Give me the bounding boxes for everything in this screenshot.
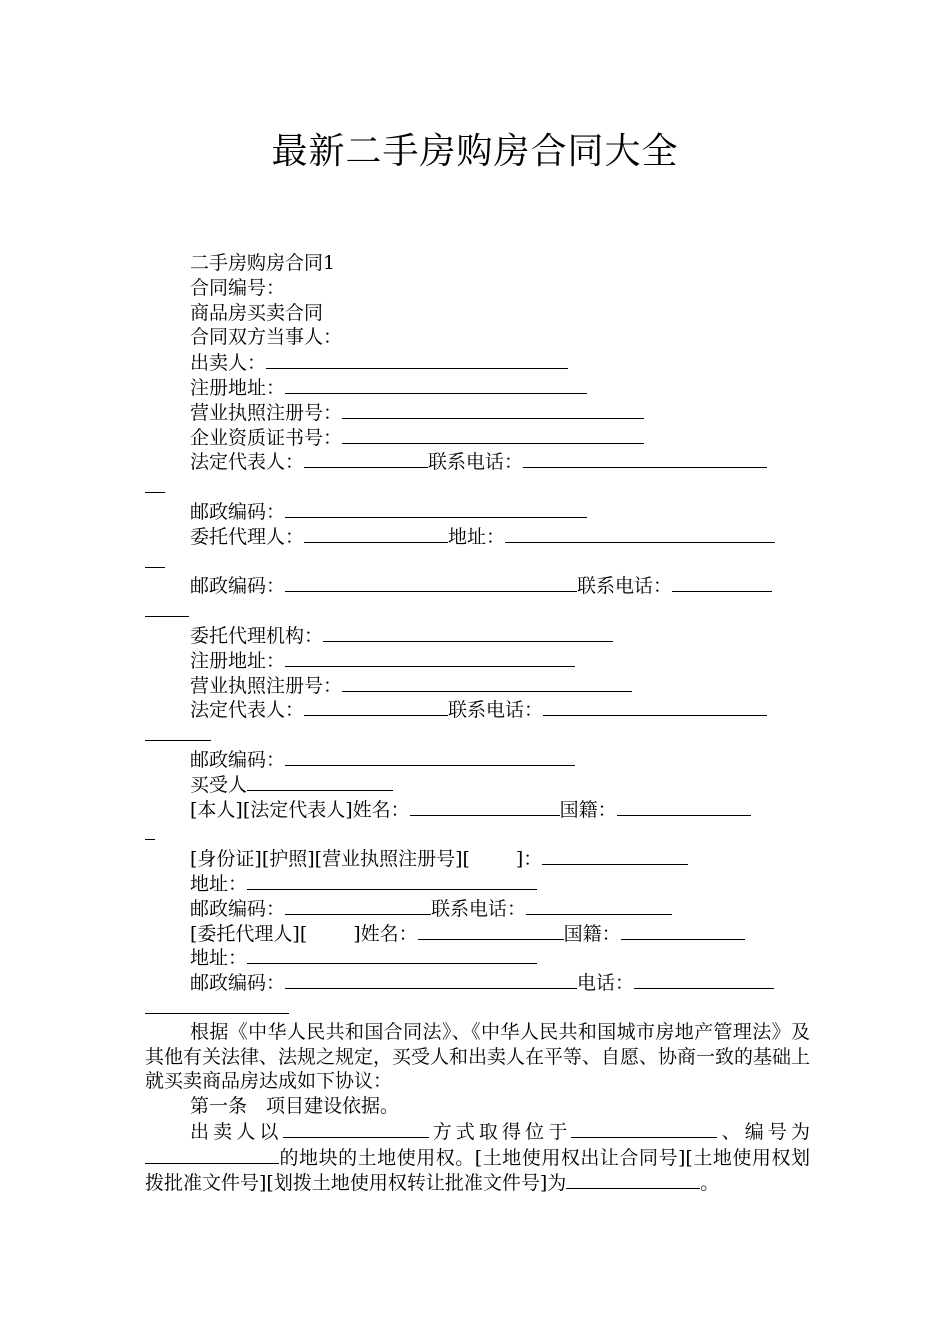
agency-postcode-blank (285, 747, 575, 766)
buyer-phone-blank (526, 896, 672, 915)
buyer-address-line: 地址： (145, 871, 810, 896)
seller-license-blank (342, 400, 644, 419)
buyer-name-blank (410, 797, 560, 816)
agency-postcode-line: 邮政编码： (145, 747, 810, 772)
buyer-id-line: [身份证][护照][营业执照注册号][ ]： (145, 846, 810, 871)
document-title: 最新二手房购房合同大全 (271, 131, 679, 172)
agency-address-blank (285, 648, 575, 667)
wrap-line (145, 821, 810, 846)
seller-agent-postcode-line: 邮政编码： 联系电话： (145, 573, 810, 598)
wrap-line (145, 722, 810, 747)
seller-postcode-line: 邮政编码： (145, 499, 810, 524)
buyer-agent-address-blank (247, 945, 537, 964)
agency-license-line: 营业执照注册号： (145, 673, 810, 698)
agency-address-line: 注册地址： (145, 648, 810, 673)
agency-legal-rep-blank (304, 697, 448, 716)
buyer-postcode-blank (285, 896, 431, 915)
buyer-agent-name-blank (418, 921, 564, 940)
seller-qualification-line: 企业资质证书号： (145, 425, 810, 450)
seller-legal-rep-line: 法定代表人： 联系电话： (145, 449, 810, 474)
seller-license-line: 营业执照注册号： (145, 400, 810, 425)
contract-number: 合同编号： (190, 276, 286, 299)
seller-agent-phone-blank (672, 573, 772, 592)
buyer-blank (247, 772, 393, 791)
seller-qualification-blank (342, 425, 644, 444)
seller-address-line: 注册地址： (145, 375, 810, 400)
preamble-paragraph: 根据《中华人民共和国合同法》、《中华人民共和国城市房地产管理法》及其他有关法律、法规之规定，买受人和出卖人在平等、自愿、协商一致的基础上就买卖商品房达成如下协议： (145, 1020, 811, 1093)
contract-type: 商品房买卖合同 (190, 301, 324, 324)
seller-address-blank (285, 375, 587, 394)
wrap-line (145, 549, 810, 574)
contract-heading: 二手房购房合同1 (190, 252, 336, 274)
buyer-agent-nationality-blank (621, 921, 745, 940)
wrap-line (145, 474, 810, 499)
parties-label: 合同双方当事人： (190, 326, 343, 349)
buyer-line: 买受人 (145, 772, 810, 797)
agency-license-blank (342, 673, 632, 692)
buyer-postcode-line: 邮政编码： 联系电话： (145, 896, 810, 921)
buyer-nationality-blank (617, 797, 751, 816)
buyer-name-line: [本人][法定代表人]姓名： 国籍： (145, 797, 810, 822)
seller-phone-blank (523, 449, 767, 468)
agency-phone-blank (543, 697, 767, 716)
seller-agent-line: 委托代理人： 地址： (145, 524, 810, 549)
seller-blank (266, 350, 568, 369)
wrap-line (145, 598, 810, 623)
seller-postcode-blank (285, 499, 587, 518)
agency-blank (323, 623, 613, 642)
seller-line: 出卖人： (145, 350, 810, 375)
wrap-line (145, 995, 810, 1020)
buyer-agent-postcode-line: 邮政编码： 电话： (145, 970, 810, 995)
buyer-address-blank (247, 871, 537, 890)
seller-legal-rep-blank (304, 449, 428, 468)
buyer-agent-address-line: 地址： (145, 945, 810, 970)
document-body (145, 251, 810, 1196)
article-1-heading: 第一条 项目建设依据。 (190, 1095, 400, 1118)
buyer-agent-line: [委托代理人][ ]姓名： 国籍： (145, 921, 810, 946)
buyer-agent-postcode-blank (285, 970, 577, 989)
seller-agent-blank (304, 524, 448, 543)
agency-legal-rep-line: 法定代表人： 联系电话： (145, 697, 810, 722)
buyer-id-blank (542, 846, 688, 865)
buyer-agent-phone-blank (634, 970, 774, 989)
agency-line: 委托代理机构： (145, 623, 810, 648)
seller-agent-address-blank (505, 524, 775, 543)
article-1-paragraph: 出卖人以 方式取得位于 、编号为的地块的土地使用权。[土地使用权出让合同号][土地使用权划拨批准文件号][划拨土地使用权转让批准文件号]为 。 (145, 1120, 810, 1195)
seller-agent-postcode-blank (285, 573, 577, 592)
